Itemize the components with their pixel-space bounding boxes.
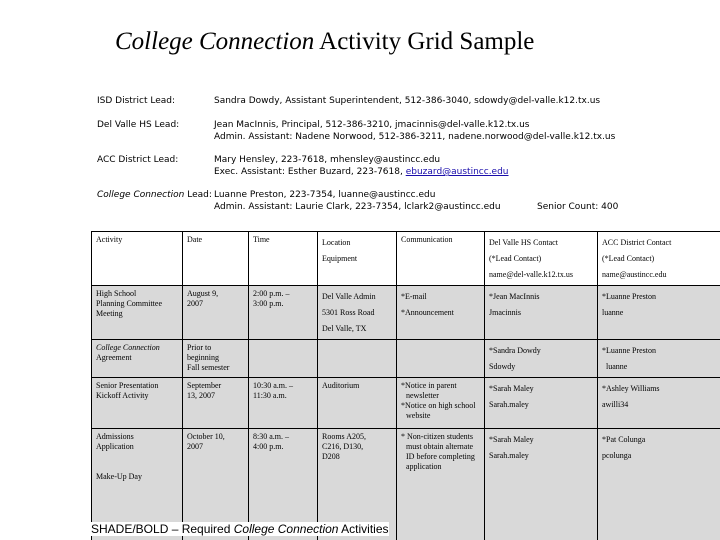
footer-suffix: Activities [338, 522, 389, 536]
contact-value [214, 154, 509, 178]
cell-acc-contact: *Luanne Preston luanne [598, 340, 720, 378]
table-row [92, 286, 720, 340]
title-rest: Activity Grid Sample [319, 28, 535, 55]
ebuzard-email-link[interactable]: ebuzard@austincc.edu [405, 167, 509, 177]
header-time: Time [249, 232, 318, 286]
cell-dvhs-contact: *Sandra Dowdy Sdowdy [485, 340, 598, 378]
contact-value [214, 189, 501, 213]
cell-location [318, 340, 397, 378]
cell-time: 8:30 a.m. – 4:00 p.m. [249, 429, 318, 540]
contact-line: Admin. Assistant: Nadene Norwood, 512-386-3211, nadene.norwood@del-valle.k12.tx.us [214, 132, 616, 142]
table-header-row [92, 232, 720, 286]
cell-acc-contact: *Pat Colunga pcolunga [598, 429, 720, 540]
cell-date: October 10, 2007 [183, 429, 249, 540]
cell-acc-contact: *Luanne Preston luanne [598, 286, 720, 340]
header-dvhs-contact: Del Valle HS Contact (*Lead Contact) name@del-valle.k12.tx.us [485, 232, 598, 286]
contact-label-rest: Lead: [184, 190, 212, 200]
cell-activity: Senior Presentation Kickoff Activity [92, 378, 183, 429]
cell-activity: College Connection Agreement [92, 340, 183, 378]
cell-location: Auditorium [318, 378, 397, 429]
header-communication: Communication [397, 232, 485, 286]
cell-dvhs-contact: *Jean MacInnis Jmacinnis [485, 286, 598, 340]
cell-acc-contact: *Ashley Williams awilli34 [598, 378, 720, 429]
cell-date: September 13, 2007 [183, 378, 249, 429]
footer-note [91, 522, 389, 536]
cell-activity: High School Planning Committee Meeting [92, 286, 183, 340]
contact-line: Luanne Preston, 223-7354, luanne@austincc.edu [214, 190, 436, 200]
cell-location: Del Valle Admin 5301 Ross Road Del Valle, TX [318, 286, 397, 340]
contact-label: Del Valle HS Lead: [97, 120, 180, 130]
table-row [92, 378, 720, 429]
title-italic: College Connection [115, 28, 315, 55]
header-acc-contact: ACC District Contact (*Lead Contact) name@austincc.edu [598, 232, 720, 286]
cell-date: Prior to beginning Fall semester [183, 340, 249, 378]
header-location: Location Equipment [318, 232, 397, 286]
cell-communication: *E-mail *Announcement [397, 286, 485, 340]
footer-italic: College Connection [233, 522, 339, 536]
cell-time: 2:00 p.m. – 3:00 p.m. [249, 286, 318, 340]
cell-date: August 9, 2007 [183, 286, 249, 340]
contact-label: ISD District Lead: [97, 96, 175, 106]
cell-communication: *Notice in parent newsletter *Notice on high school website [397, 378, 485, 429]
header-date: Date [183, 232, 249, 286]
cell-communication [397, 340, 485, 378]
contact-line: Admin. Assistant: Laurie Clark, 223-7354, lclark2@austincc.edu [214, 202, 501, 212]
contact-label-italic: College Connection [97, 190, 185, 200]
cell-time [249, 340, 318, 378]
contact-line: Mary Hensley, 223-7618, mhensley@austincc.edu [214, 155, 441, 165]
page-title [115, 28, 534, 56]
header-activity: Activity [92, 232, 183, 286]
cell-communication: * Non-citizen students must obtain alternate ID before completing application [397, 429, 485, 540]
contact-line: Jean MacInnis, Principal, 512-386-3210, jmacinnis@del-valle.k12.tx.us [214, 120, 530, 130]
senior-count: Senior Count: 400 [537, 202, 619, 212]
contact-line-text: Exec. Assistant: Esther Buzard, 223-7618, [214, 167, 406, 177]
contact-line [214, 166, 509, 178]
contact-line: Sandra Dowdy, Assistant Superintendent, 512-386-3040, sdowdy@del-valle.k12.tx.us [214, 96, 601, 106]
cell-dvhs-contact: *Sarah Maley Sarah.maley [485, 378, 598, 429]
contact-value [214, 95, 600, 107]
cell-dvhs-contact: *Sarah Maley Sarah.maley [485, 429, 598, 540]
footer-prefix: SHADE/BOLD – Required [91, 522, 234, 536]
contact-label: ACC District Lead: [97, 155, 179, 165]
cell-location: Rooms A205, C216, D130, D208 [318, 429, 397, 540]
contact-label [97, 189, 212, 201]
contact-value [214, 119, 615, 143]
cell-time: 10:30 a.m. – 11:30 a.m. [249, 378, 318, 429]
cell-activity: Admissions Application Make-Up Day [92, 429, 183, 540]
activity-grid [91, 231, 720, 540]
table-row [92, 340, 720, 378]
